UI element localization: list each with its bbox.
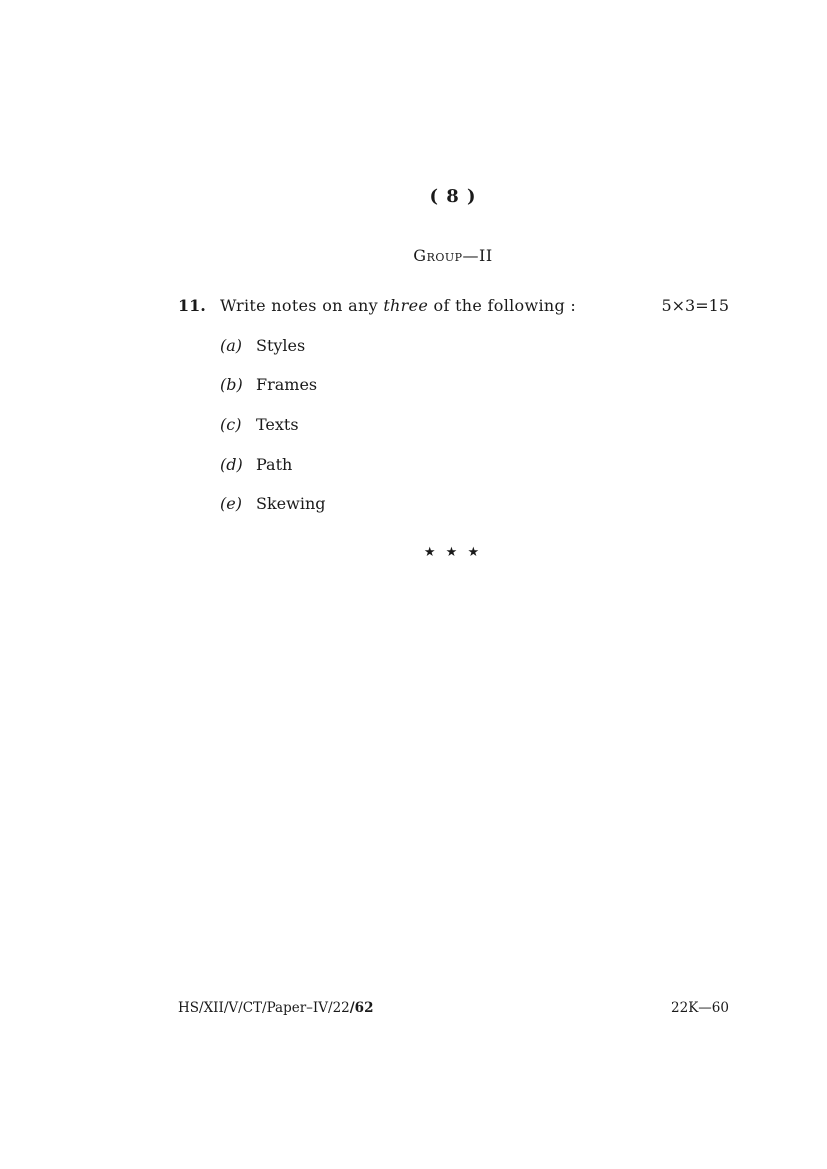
option-text-a: Styles xyxy=(256,336,306,355)
option-text-c: Texts xyxy=(256,415,299,434)
question-marks: 5×3=15 xyxy=(661,296,729,315)
option-label-b: (b) xyxy=(220,375,243,394)
group-heading: Group—II xyxy=(413,246,493,265)
question-text-after: of the following : xyxy=(428,296,577,315)
page-number: ( 8 ) xyxy=(429,186,477,207)
question-text xyxy=(220,296,576,315)
option-label-c: (c) xyxy=(220,415,242,434)
question-text-before: Write notes on any xyxy=(220,296,384,315)
question-number: 11. xyxy=(178,296,206,315)
option-text-d: Path xyxy=(256,455,293,474)
option-label-e: (e) xyxy=(220,494,242,513)
option-text-e: Skewing xyxy=(256,494,326,513)
footer-reference: 22K—60 xyxy=(671,1000,729,1016)
question-text-emphasis: three xyxy=(383,296,429,315)
footer-paper-code xyxy=(178,1000,373,1016)
option-label-a: (a) xyxy=(220,336,243,355)
option-text-b: Frames xyxy=(256,375,318,394)
end-stars: ★ ★ ★ xyxy=(423,545,483,560)
footer-code-prefix: HS/XII/V/CT/Paper–IV/22 xyxy=(178,1000,350,1016)
option-label-d: (d) xyxy=(220,455,243,474)
footer-code-suffix: /62 xyxy=(349,1000,374,1016)
